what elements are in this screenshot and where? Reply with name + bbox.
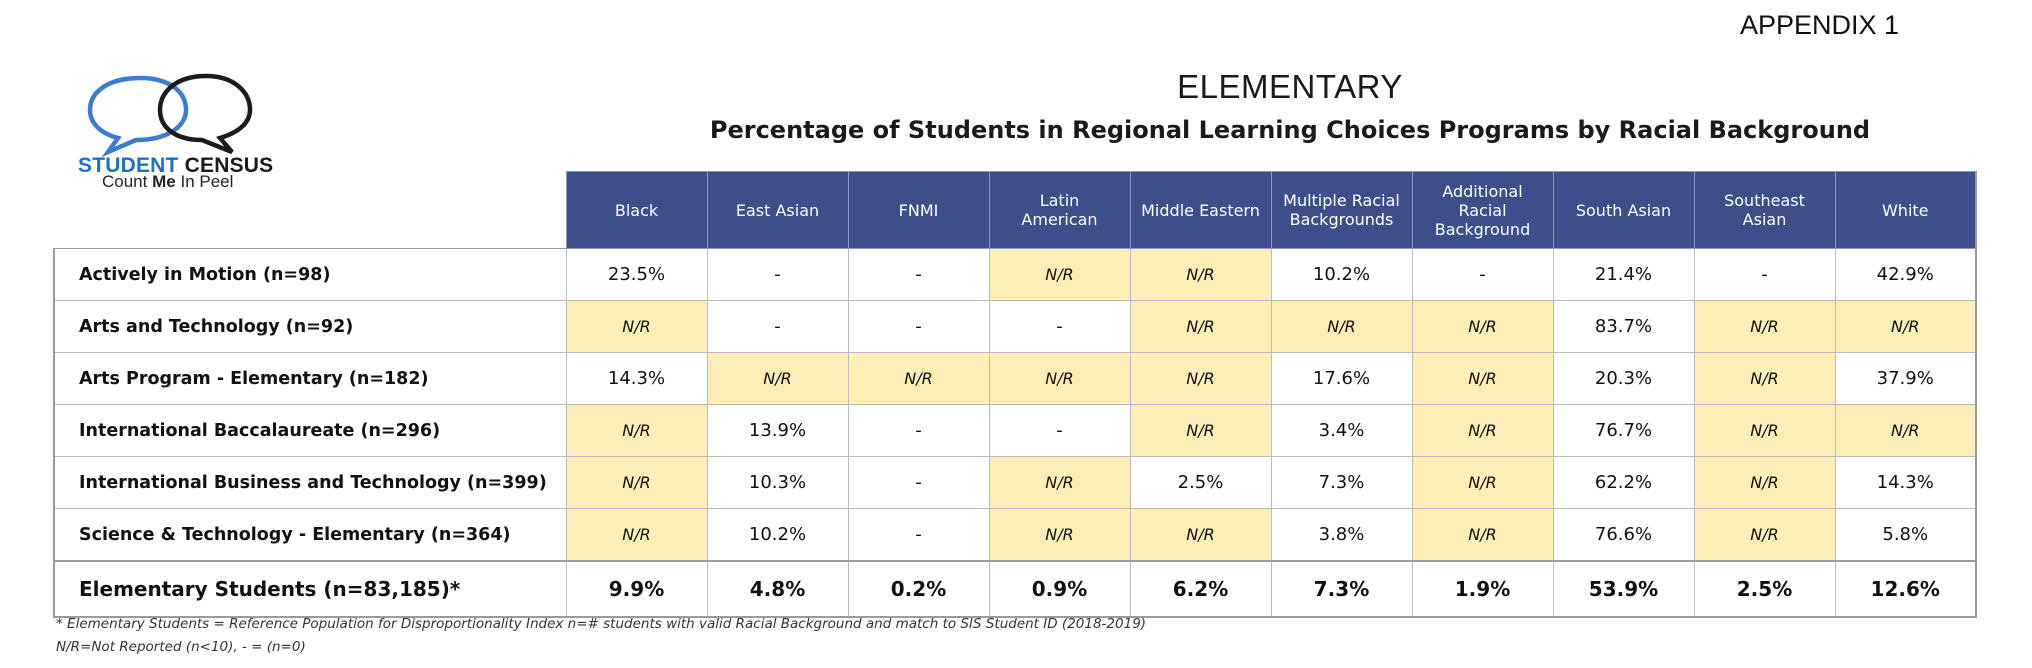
appendix-label: APPENDIX 1 [1740,10,1900,40]
table-cell: N/R [1412,509,1553,562]
row-label: Actively in Motion (n=98) [54,249,566,301]
table-cell: 4.8% [707,561,848,617]
table-cell: 2.5% [1694,561,1835,617]
header-row [54,172,1976,249]
table-cell: N/R [1835,405,1976,457]
table-row [54,249,1976,301]
logo-word-student: STUDENT [78,154,179,177]
column-header [1130,172,1271,249]
table-cell: 9.9% [566,561,707,617]
table-cell: 14.3% [566,353,707,405]
column-header [989,172,1130,249]
table-cell: N/R [1412,405,1553,457]
table-cell: N/R [1130,249,1271,301]
column-header-line: Southeast [1724,191,1805,210]
row-label: Science & Technology - Elementary (n=364) [54,509,566,562]
table-cell: 23.5% [566,249,707,301]
table-cell: 20.3% [1553,353,1694,405]
table-cell: N/R [1130,405,1271,457]
table-cell: 13.9% [707,405,848,457]
table-cell: N/R [566,301,707,353]
table-cell: 10.2% [707,509,848,562]
column-header-line: Background [1434,219,1531,239]
table-cell: 76.7% [1553,405,1694,457]
table-cell: - [848,301,989,353]
table-cell: N/R [1271,301,1412,353]
table-cell: N/R [1694,457,1835,509]
table-cell: 12.6% [1835,561,1976,617]
column-header-line: FNMI [898,200,939,220]
table-cell: 14.3% [1835,457,1976,509]
page-title: ELEMENTARY [1177,68,1403,105]
table-row [54,301,1976,353]
row-label: International Business and Technology (n=399) [54,457,566,509]
table-cell: N/R [1694,301,1835,353]
column-header-line: Black [614,200,659,220]
table-body [54,249,1976,618]
table-cell: 53.9% [1553,561,1694,617]
table-cell: N/R [1130,509,1271,562]
table-cell: - [848,405,989,457]
table-cell: N/R [1412,457,1553,509]
row-label: Elementary Students (n=83,185)* [54,561,566,617]
table-cell: 10.2% [1271,249,1412,301]
logo-tag-count: Count [102,172,148,191]
column-header [1271,172,1412,249]
table-cell: 62.2% [1553,457,1694,509]
table-cell: 6.2% [1130,561,1271,617]
column-header-line: East Asian [735,200,820,220]
table-cell: 7.3% [1271,561,1412,617]
column-header-line: White [1881,200,1929,220]
table-cell: N/R [566,509,707,562]
column-header-line: Asian [1742,210,1787,229]
logo-tag-in-peel: In Peel [180,172,234,191]
table-cell: N/R [707,353,848,405]
table-cell: N/R [989,457,1130,509]
table-cell: N/R [1412,301,1553,353]
column-header-line: American [1021,210,1098,229]
table-cell: - [707,301,848,353]
footnote-legend: N/R=Not Reported (n<10), - = (n=0) [56,639,306,655]
column-header-line: Additional [1442,181,1523,201]
column-header [566,172,707,249]
footnote-reference: * Elementary Students = Reference Population for Disproportionality Index n=# students with valid Racial Background and match to SIS Student ID (2018-2019) [56,616,1147,632]
column-header-line: Backgrounds [1289,210,1394,229]
table-row [54,457,1976,509]
column-header-line: Latin [1039,191,1080,210]
column-header-line: South Asian [1575,200,1672,220]
logo-word-census: CENSUS [184,154,274,177]
row-label: International Baccalaureate (n=296) [54,405,566,457]
table-cell: 83.7% [1553,301,1694,353]
table-cell: N/R [566,457,707,509]
results-table [53,171,1977,618]
table-row [54,509,1976,562]
logo-tag-me: Me [152,172,176,191]
column-header [1412,172,1553,249]
table-cell: N/R [566,405,707,457]
table-cell: - [1412,249,1553,301]
table-cell: N/R [989,249,1130,301]
table-cell: N/R [1694,353,1835,405]
table-cell: 0.2% [848,561,989,617]
table-row [54,353,1976,405]
table-cell: 5.8% [1835,509,1976,562]
table-cell: 37.9% [1835,353,1976,405]
table-cell: 1.9% [1412,561,1553,617]
table-cell: - [989,301,1130,353]
table-cell: N/R [1130,353,1271,405]
table-cell: N/R [989,509,1130,562]
table-cell: N/R [1694,405,1835,457]
table-cell: N/R [989,353,1130,405]
table-cell: N/R [1412,353,1553,405]
column-header [1835,172,1976,249]
column-header-line: Racial [1458,200,1507,220]
table-cell: 21.4% [1553,249,1694,301]
column-header-line: Middle Eastern [1141,200,1260,220]
table-cell: - [848,457,989,509]
column-header [1553,172,1694,249]
table-cell: 10.3% [707,457,848,509]
table-cell: N/R [1694,509,1835,562]
table-cell: - [707,249,848,301]
table-cell: 17.6% [1271,353,1412,405]
table-cell: 3.4% [1271,405,1412,457]
table-cell: N/R [848,353,989,405]
table-row [54,405,1976,457]
column-header [707,172,848,249]
table-cell: - [848,249,989,301]
table-cell: 3.8% [1271,509,1412,562]
total-row [54,561,1976,617]
table-cell: N/R [1835,301,1976,353]
header-corner [54,172,566,249]
student-census-logo [78,68,318,191]
table-cell: 42.9% [1835,249,1976,301]
table-cell: 0.9% [989,561,1130,617]
table-cell: - [989,405,1130,457]
column-header [848,172,989,249]
speech-bubbles-icon [78,68,278,158]
table-cell: - [848,509,989,562]
table-cell: N/R [1130,301,1271,353]
table-cell: 76.6% [1553,509,1694,562]
table-cell: 2.5% [1130,457,1271,509]
table-cell: - [1694,249,1835,301]
page-subtitle: Percentage of Students in Regional Learning Choices Programs by Racial Background [709,116,1871,144]
column-header [1694,172,1835,249]
row-label: Arts Program - Elementary (n=182) [54,353,566,405]
table-cell: 7.3% [1271,457,1412,509]
row-label: Arts and Technology (n=92) [54,301,566,353]
column-header-line: Multiple Racial [1283,191,1400,210]
